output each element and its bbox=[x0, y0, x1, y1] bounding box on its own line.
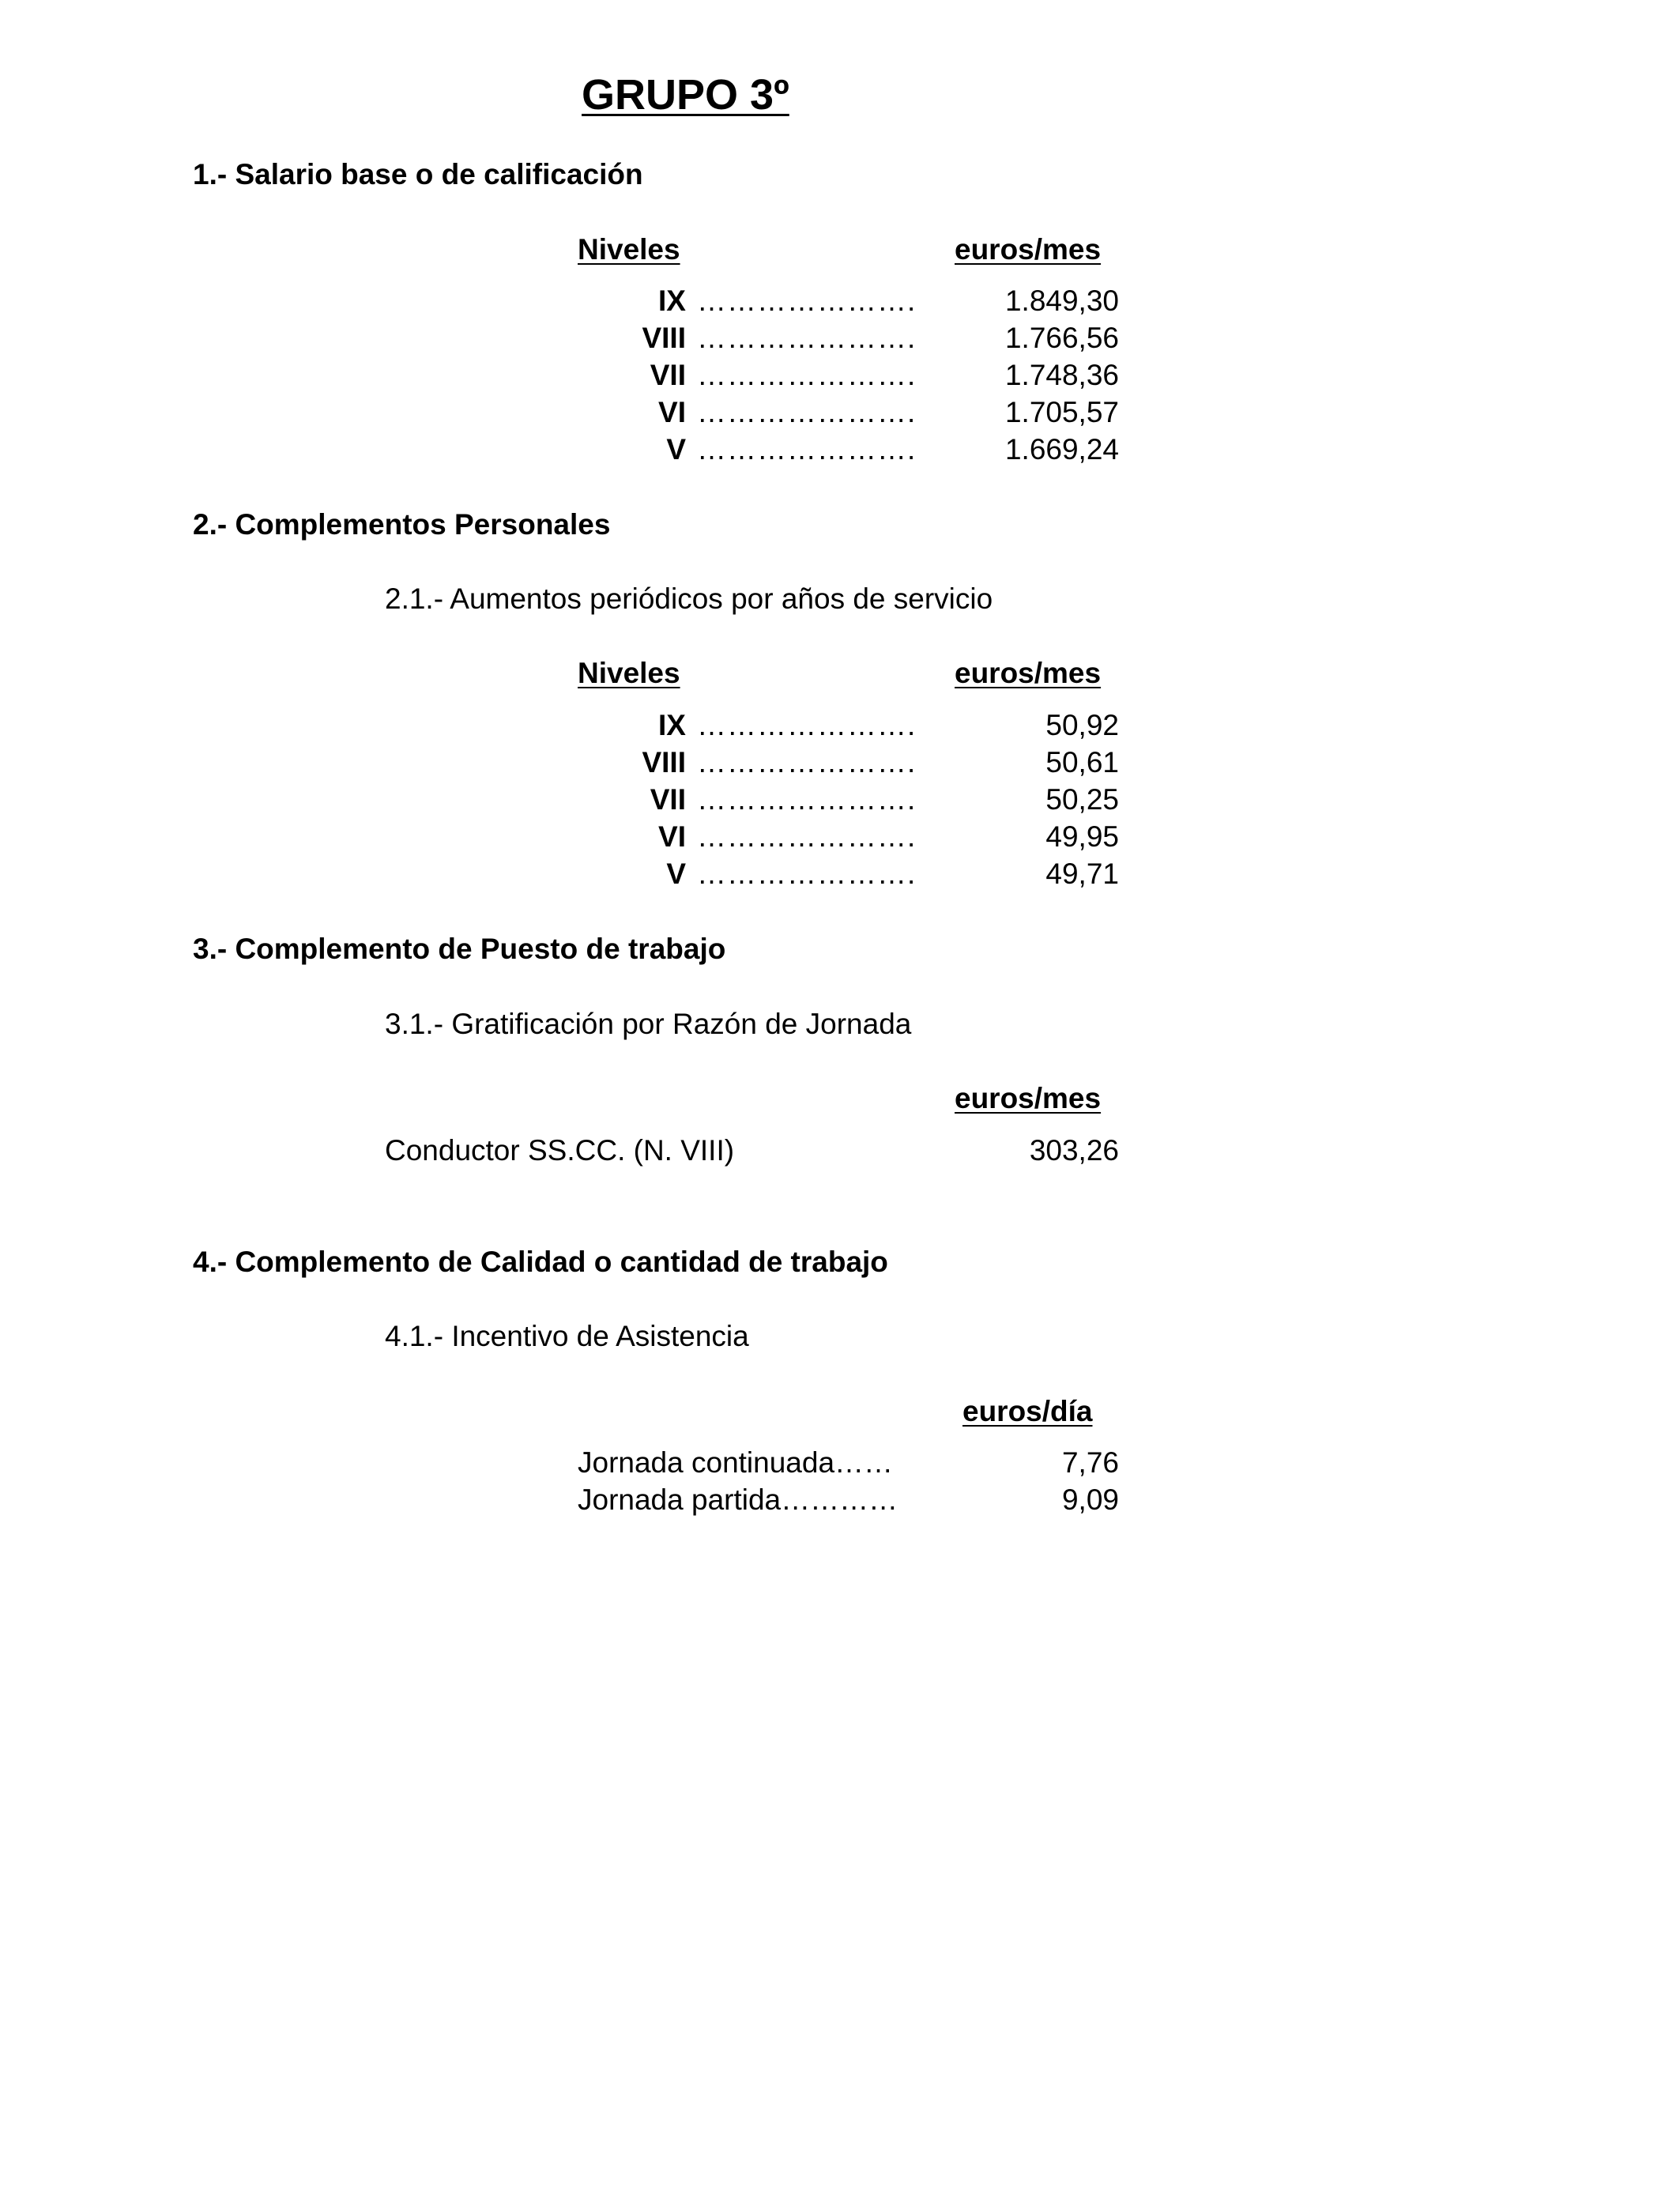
level-label: VII bbox=[650, 359, 686, 391]
section-3-unit-header: euros/mes bbox=[955, 1082, 1102, 1114]
level-label: VIII bbox=[642, 322, 686, 354]
section-1-unit-header: euros/mes bbox=[955, 233, 1102, 266]
dot-leader: …………………. bbox=[697, 433, 917, 466]
amount-value: 9,09 bbox=[1061, 1483, 1119, 1516]
level-label: V bbox=[666, 858, 686, 890]
amount-value: 1.705,57 bbox=[1004, 396, 1119, 428]
section-2-subheading: 2.1.- Aumentos periódicos por años de servicio bbox=[385, 582, 993, 615]
page-title: GRUPO 3º bbox=[582, 71, 789, 119]
level-label: IX bbox=[658, 709, 686, 741]
dot-leader: …………………. bbox=[697, 322, 917, 354]
level-label: VIII bbox=[642, 746, 686, 778]
section-4-unit-header: euros/día bbox=[962, 1395, 1093, 1427]
section-2-levels-header: Niveles bbox=[578, 657, 680, 689]
amount-value: 1.849,30 bbox=[1004, 285, 1119, 317]
amount-value: 1.748,36 bbox=[1004, 359, 1119, 391]
row-label: Jornada partida………… bbox=[578, 1483, 898, 1516]
amount-value: 50,61 bbox=[1045, 746, 1119, 778]
row-label: Conductor SS.CC. (N. VIII) bbox=[385, 1134, 735, 1167]
level-label: V bbox=[666, 433, 686, 466]
level-label: IX bbox=[658, 285, 686, 317]
dot-leader: …………………. bbox=[697, 359, 917, 391]
dot-leader: …………………. bbox=[697, 820, 917, 853]
level-label: VI bbox=[658, 820, 686, 853]
section-2-heading: 2.- Complementos Personales bbox=[193, 508, 611, 541]
dot-leader: …………………. bbox=[697, 396, 917, 428]
amount-value: 1.766,56 bbox=[1004, 322, 1119, 354]
section-3-heading: 3.- Complemento de Puesto de trabajo bbox=[193, 933, 726, 965]
section-4-heading: 4.- Complemento de Calidad o cantidad de trabajo bbox=[193, 1246, 888, 1278]
dot-leader: …………………. bbox=[697, 783, 917, 816]
amount-value: 49,71 bbox=[1045, 858, 1119, 890]
dot-leader: …………………. bbox=[697, 285, 917, 317]
section-2-unit-header: euros/mes bbox=[955, 657, 1102, 689]
amount-value: 49,95 bbox=[1045, 820, 1119, 853]
amount-value: 303,26 bbox=[1029, 1134, 1119, 1167]
dot-leader: …………………. bbox=[697, 746, 917, 778]
section-1-levels-header: Niveles bbox=[578, 233, 680, 266]
row-label: Jornada continuada…… bbox=[578, 1446, 894, 1479]
section-4-subheading: 4.1.- Incentivo de Asistencia bbox=[385, 1320, 749, 1352]
section-1-heading: 1.- Salario base o de calificación bbox=[193, 158, 643, 190]
amount-value: 1.669,24 bbox=[1004, 433, 1119, 466]
level-label: VII bbox=[650, 783, 686, 816]
amount-value: 50,25 bbox=[1045, 783, 1119, 816]
amount-value: 7,76 bbox=[1061, 1446, 1119, 1479]
section-3-subheading: 3.1.- Gratificación por Razón de Jornada bbox=[385, 1008, 912, 1040]
dot-leader: …………………. bbox=[697, 858, 917, 890]
level-label: VI bbox=[658, 396, 686, 428]
dot-leader: …………………. bbox=[697, 709, 917, 741]
amount-value: 50,92 bbox=[1045, 709, 1119, 741]
